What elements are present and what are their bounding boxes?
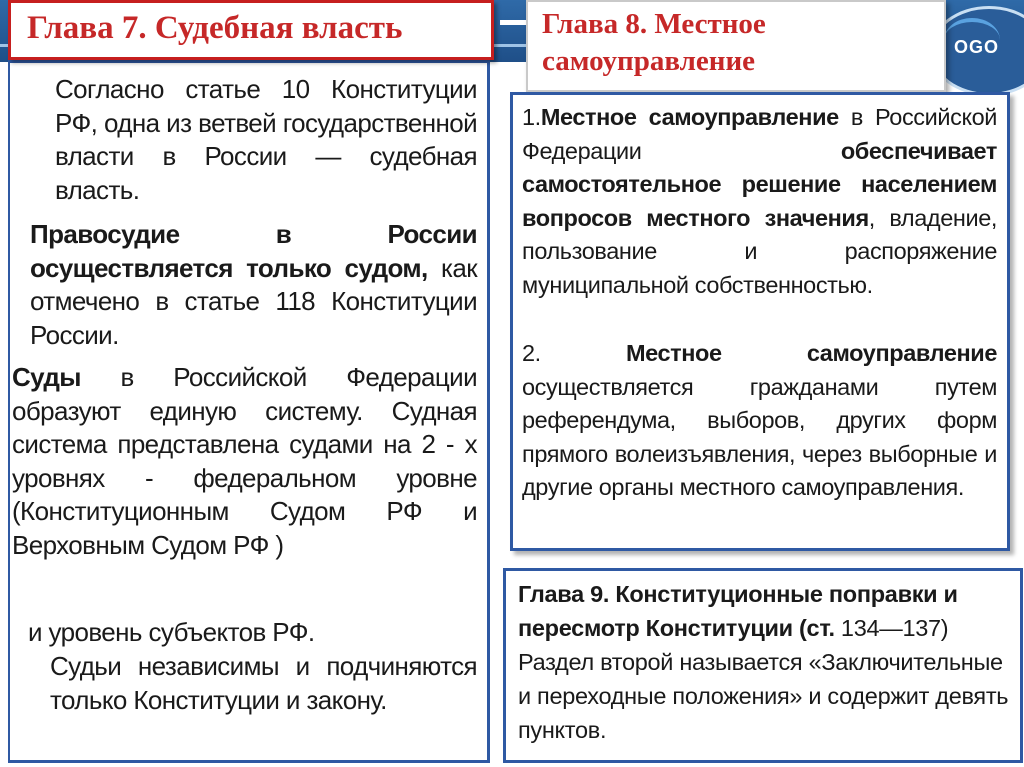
chapter7-content-box [8, 60, 490, 763]
chapter7-paragraph-4: и уровень субъектов РФ. [28, 617, 315, 647]
chapter8-title-box [526, 0, 946, 92]
chapter7-paragraph-3: Суды в Российской Федерации образуют единую систему. Судная система представлена судами на 2 - х уровнях - федеральном уровне (Конституционным Судом РФ и Верховным Судом РФ ) [12, 362, 477, 560]
chapter9-text: Глава 9. Конституционные поправки и пересмотр Конституции (ст. 134—137) Раздел второй называется «Заключительные и переходные положения» и содержит девять пунктов. [518, 581, 1009, 743]
chapter7-paragraph-2: Правосудие в России осуществляется только судом, как отмечено в статье 118 Конституции России. [30, 219, 477, 350]
chapter7-title: Глава 7. Судебная власть [27, 10, 403, 46]
logo-text: OGO [954, 37, 1000, 57]
chapter9-title: Глава 9. Конституционные поправки и пересмотр Конституции (ст. [518, 581, 958, 641]
chapter8-item-2: 2. Местное самоуправление осуществляется гражданами путем референдума, выборов, других форм прямого волеизъявления, через выборные и другие органы местного самоуправления. [522, 340, 997, 501]
chapter7-paragraph-1: Согласно статье 10 Конституции РФ, одна из ветвей государственной власти в России — судебная власть. [55, 74, 477, 205]
chapter8-item-1: 1.Местное самоуправление в Российской Федерации обеспечивает самостоятельное решение населением вопросов местного значения, владение, пользование и распоряжение муниципальной собственностью. [522, 104, 997, 298]
chapter8-title: Глава 8. Местное самоуправление [542, 8, 766, 77]
chapter7-title-box [8, 0, 494, 60]
chapter7-paragraph-5: Судьи независимы и подчиняются только Конституции и закону. [50, 651, 477, 715]
chapter9-box [503, 568, 1023, 763]
chapter8-content-box [510, 92, 1010, 551]
